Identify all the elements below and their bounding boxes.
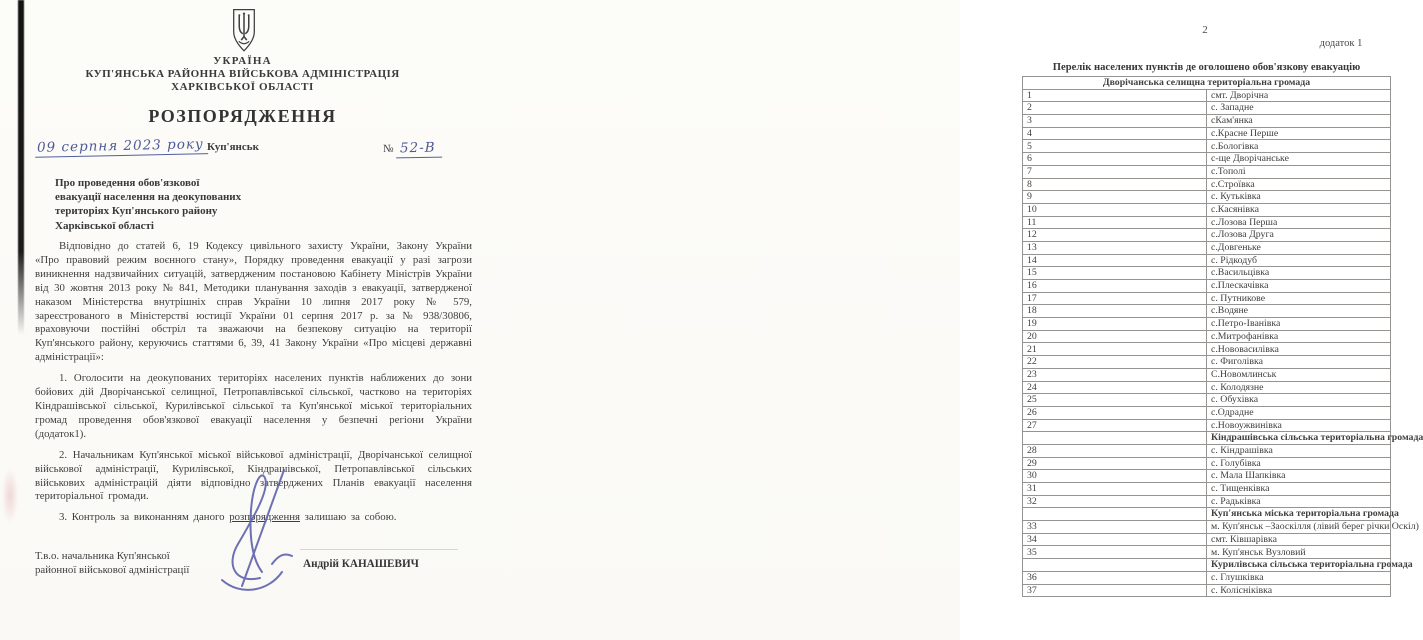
- settlement-name-cell: смт. Дворічна: [1207, 89, 1391, 102]
- row-number-cell: 29: [1023, 457, 1207, 470]
- table-row: [1023, 394, 1391, 407]
- row-number-cell: 4: [1023, 127, 1207, 140]
- settlement-name-cell: с. Тищенківка: [1207, 483, 1391, 496]
- row-number-cell: 31: [1023, 483, 1207, 496]
- table-row: [1023, 356, 1391, 369]
- row-number-cell: 5: [1023, 140, 1207, 153]
- country-name: УКРАЇНА: [213, 55, 272, 67]
- table-row: [1023, 457, 1391, 470]
- table-row: [1023, 584, 1391, 597]
- row-number-cell: 36: [1023, 571, 1207, 584]
- signature-rule: [300, 549, 458, 550]
- table-row: [1023, 165, 1391, 178]
- ukraine-trident-emblem: [228, 8, 260, 54]
- table-row: [1023, 470, 1391, 483]
- row-number-cell: 6: [1023, 153, 1207, 166]
- handwritten-date: 09 серпня 2023 року: [35, 136, 208, 158]
- table-row: [1023, 89, 1391, 102]
- row-number-cell: 20: [1023, 330, 1207, 343]
- group-header-row: [1023, 508, 1391, 521]
- row-number-cell: [1023, 559, 1207, 572]
- group-header-cell: Курилівська сільська територіальна громада: [1207, 559, 1391, 572]
- order-item-3: 3. Контроль за виконанням даного розпорядження залишаю за собою.: [59, 511, 397, 524]
- settlement-name-cell: с.Касянівка: [1207, 203, 1391, 216]
- page-number: 2: [1202, 24, 1208, 36]
- settlement-name-cell: с. Кутьківка: [1207, 191, 1391, 204]
- row-number-cell: 15: [1023, 267, 1207, 280]
- row-number-cell: 7: [1023, 165, 1207, 178]
- scan-edge-artifact: [18, 0, 24, 335]
- row-number-cell: 18: [1023, 305, 1207, 318]
- table-row: [1023, 330, 1391, 343]
- table-row: [1023, 381, 1391, 394]
- table-row: [1023, 280, 1391, 293]
- signatory-position: Т.в.о. начальника Куп'янської районної військової адміністрації: [35, 550, 190, 576]
- group-header-cell: Кіндрашівська сільська територіальна громада: [1207, 432, 1391, 445]
- settlement-name-cell: с.Бологівка: [1207, 140, 1391, 153]
- settlement-name-cell: с. Колодязне: [1207, 381, 1391, 394]
- table-row: [1023, 368, 1391, 381]
- table-row: [1023, 102, 1391, 115]
- settlement-name-cell: с. Радьківка: [1207, 495, 1391, 508]
- table-row: [1023, 318, 1391, 331]
- handwritten-number: 52-В: [396, 140, 442, 159]
- row-number-cell: 19: [1023, 318, 1207, 331]
- table-row: [1023, 305, 1391, 318]
- settlement-name-cell: с. Колісніківка: [1207, 584, 1391, 597]
- settlement-name-cell: с. Голубівка: [1207, 457, 1391, 470]
- table-row: [1023, 203, 1391, 216]
- annex-label: додаток 1: [1319, 38, 1363, 49]
- table-row: [1023, 419, 1391, 432]
- page-order: [0, 0, 485, 640]
- row-number-cell: 10: [1023, 203, 1207, 216]
- table-row: [1023, 267, 1391, 280]
- settlement-name-cell: с.Петро-Іванівка: [1207, 318, 1391, 331]
- settlement-name-cell: с.Васильцівка: [1207, 267, 1391, 280]
- row-number-cell: 13: [1023, 241, 1207, 254]
- row-number-cell: 14: [1023, 254, 1207, 267]
- table-row: [1023, 191, 1391, 204]
- row-number-cell: 24: [1023, 381, 1207, 394]
- row-number-cell: 32: [1023, 495, 1207, 508]
- document-number: [383, 140, 442, 158]
- settlement-name-cell: с. Мала Шапківка: [1207, 470, 1391, 483]
- table-row: [1023, 115, 1391, 128]
- document-type-title: РОЗПОРЯДЖЕННЯ: [148, 106, 337, 126]
- table-row: [1023, 140, 1391, 153]
- settlements-table-body: [1023, 77, 1423, 597]
- table-row: [1023, 343, 1391, 356]
- settlement-name-cell: с.Нововасилівка: [1207, 343, 1391, 356]
- scan-smudge: [2, 468, 18, 523]
- row-number-cell: 8: [1023, 178, 1207, 191]
- org-name: КУП'ЯНСЬКА РАЙОННА ВІЙСЬКОВА АДМІНІСТРАЦІЯ: [85, 68, 400, 80]
- order-item-1: 1. Оголосити на деокупованих територіях населених пунктів наближених до зони бойових дій Дворічанської селищної, Петропавлівської сільської, частково на територіях Кіндрашівської сільської, Курилівської сільської та Куп'янської міської територіальних громад проведення обов'язкової евакуації населення у безпечні регіони України (додаток1).: [35, 372, 472, 440]
- settlement-name-cell: с.Красне Перше: [1207, 127, 1391, 140]
- row-number-cell: 17: [1023, 292, 1207, 305]
- settlement-name-cell: с.Новоужвинівка: [1207, 419, 1391, 432]
- settlement-name-cell: с.Лозова Друга: [1207, 229, 1391, 242]
- table-row: [1023, 495, 1391, 508]
- settlement-name-cell: смт. Ківшарівка: [1207, 533, 1391, 546]
- row-number-cell: 34: [1023, 533, 1207, 546]
- settlement-name-cell: с-ще Дворічанське: [1207, 153, 1391, 166]
- row-number-cell: 26: [1023, 406, 1207, 419]
- table-row: [1023, 292, 1391, 305]
- table-row: [1023, 178, 1391, 191]
- group-header-row: [1023, 432, 1391, 445]
- number-label: №: [383, 143, 394, 155]
- row-number-cell: 2: [1023, 102, 1207, 115]
- table-row: [1023, 254, 1391, 267]
- row-number-cell: [1023, 508, 1207, 521]
- row-number-cell: 37: [1023, 584, 1207, 597]
- signatory-name: Андрій КАНАШЕВИЧ: [303, 558, 419, 570]
- settlement-name-cell: с.Митрофанівка: [1207, 330, 1391, 343]
- settlement-name-cell: с.Одрадне: [1207, 406, 1391, 419]
- settlement-name-cell: с. Глушківка: [1207, 571, 1391, 584]
- settlement-name-cell: С.Новомлинськ: [1207, 368, 1391, 381]
- row-number-cell: 9: [1023, 191, 1207, 204]
- row-number-cell: 12: [1023, 229, 1207, 242]
- table-row: [1023, 521, 1391, 534]
- date-line: [35, 138, 470, 160]
- row-number-cell: 27: [1023, 419, 1207, 432]
- page-annex: [485, 0, 1423, 640]
- document-subject: [55, 176, 315, 233]
- group-header-row: [1023, 559, 1391, 572]
- table-row: [1023, 406, 1391, 419]
- row-number-cell: 1: [1023, 89, 1207, 102]
- table-row: [1023, 483, 1391, 496]
- settlement-name-cell: с.Тополі: [1207, 165, 1391, 178]
- group-header-cell: Дворічанська селищна територіальна громада: [1023, 77, 1391, 90]
- group-header-cell: Куп'янська міська територіальна громада: [1207, 508, 1391, 521]
- subject-line: Про проведення обов'язкової: [55, 177, 200, 189]
- settlement-name-cell: м. Куп'янськ –Заоскілля (лівий берег річки Оскіл): [1207, 521, 1391, 534]
- settlement-name-cell: с.Строївка: [1207, 178, 1391, 191]
- settlement-name-cell: с. Обухівка: [1207, 394, 1391, 407]
- settlement-name-cell: с.Водяне: [1207, 305, 1391, 318]
- settlement-name-cell: с. Кіндрашівка: [1207, 444, 1391, 457]
- row-number-cell: [1023, 432, 1207, 445]
- settlement-name-cell: с. Фиголівка: [1207, 356, 1391, 369]
- settlement-name-cell: сКам'янка: [1207, 115, 1391, 128]
- row-number-cell: 30: [1023, 470, 1207, 483]
- row-number-cell: 11: [1023, 216, 1207, 229]
- settlement-name-cell: с.Лозова Перша: [1207, 216, 1391, 229]
- table-row: [1023, 153, 1391, 166]
- settlement-name-cell: с. Путникове: [1207, 292, 1391, 305]
- table-row: [1023, 216, 1391, 229]
- table-title: Перелік населених пунктів де оголошено обов'язкову евакуацію: [1052, 62, 1361, 73]
- row-number-cell: 23: [1023, 368, 1207, 381]
- settlement-name-cell: с. Рідкодуб: [1207, 254, 1391, 267]
- row-number-cell: 3: [1023, 115, 1207, 128]
- row-number-cell: 33: [1023, 521, 1207, 534]
- row-number-cell: 35: [1023, 546, 1207, 559]
- settlements-table: [1022, 76, 1423, 597]
- subject-line: територіях Куп'янського району: [55, 205, 218, 218]
- table-row: [1023, 127, 1391, 140]
- preamble-paragraph: Відповідно до статей 6, 19 Кодексу цивільного захисту України, Закону України «Про правовий режим воєнного стану», Порядку проведення евакуації у разі загрози виникнення надзвичайних ситуацій, затвердженим постановою Кабінету Міністрів України від 30 жовтня 2013 року № 841, Методики планування заходів з евакуації, затвердженої наказом Міністерства внутрішніх справ України 10 липня 2017 року № 579, зареєстрованого в Міністерстві юстиції України 01 серпня 2017 р. за № 938/30806, враховуючи постійні обстріл та зважаючи на безпекову ситуацію на території Куп'янського району, керуючись статтями 6, 39, 41 Закону України «Про місцеві державні адміністрації»:: [35, 240, 472, 364]
- row-number-cell: 16: [1023, 280, 1207, 293]
- group-header-row: [1023, 77, 1391, 90]
- settlement-name-cell: с. Западне: [1207, 102, 1391, 115]
- subject-line: евакуації населення на деокупованих: [55, 191, 242, 204]
- order-item-2: 2. Начальникам Куп'янської міської військової адміністрації, Дворічанської селищної військової адміністрації, Курилівської, Кіндрашівської, Петропавлівської сільських військових адміністрацій діяти відповідно затверджених Планів евакуації населення територіальної громади.: [35, 448, 472, 503]
- table-row: [1023, 241, 1391, 254]
- table-row: [1023, 444, 1391, 457]
- row-number-cell: 22: [1023, 356, 1207, 369]
- table-row: [1023, 229, 1391, 242]
- table-row: [1023, 533, 1391, 546]
- settlement-name-cell: м. Куп'янськ Вузловий: [1207, 546, 1391, 559]
- row-number-cell: 21: [1023, 343, 1207, 356]
- issue-city: Куп'янськ: [207, 141, 259, 153]
- row-number-cell: 25: [1023, 394, 1207, 407]
- subject-line: Харківської області: [55, 219, 154, 232]
- settlement-name-cell: с.Плескачівка: [1207, 280, 1391, 293]
- table-row: [1023, 546, 1391, 559]
- row-number-cell: 28: [1023, 444, 1207, 457]
- table-row: [1023, 571, 1391, 584]
- org-region: ХАРКІВСЬКОЇ ОБЛАСТІ: [171, 81, 314, 93]
- settlement-name-cell: с.Довгеньке: [1207, 241, 1391, 254]
